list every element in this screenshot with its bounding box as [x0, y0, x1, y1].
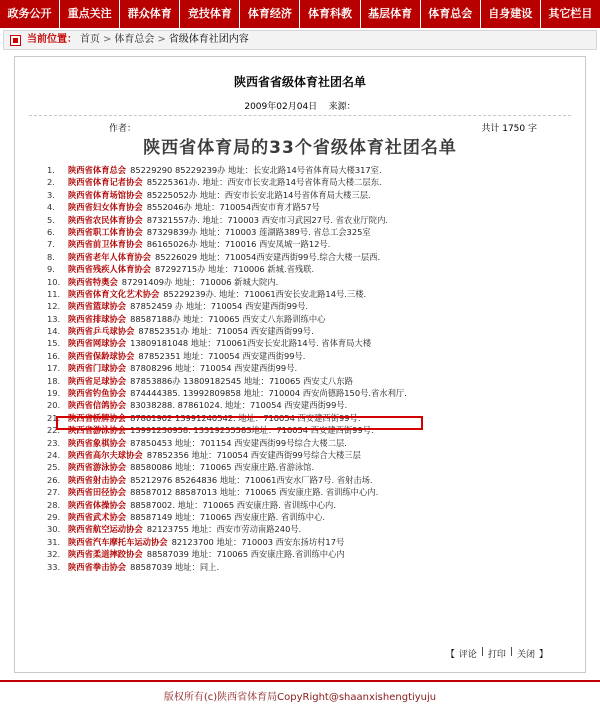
- list-item-number: 33.: [47, 561, 61, 572]
- association-info: 87321557办. 地址：710003 西安市习武园27号. 省农业厅院内.: [146, 214, 389, 225]
- association-info: 87808296 地址：710054 西安建西街99号.: [130, 363, 298, 374]
- list-item-number: 4.: [47, 202, 55, 213]
- list-item: [47, 288, 577, 300]
- list-item-number: 2.: [47, 177, 55, 188]
- list-item-number: 8.: [47, 251, 55, 262]
- list-item: [47, 499, 577, 511]
- print-link[interactable]: 打印: [487, 650, 506, 660]
- list-item: [47, 238, 577, 250]
- list-item: [47, 214, 577, 226]
- breadcrumb-location-label: 当前位置：: [27, 34, 77, 45]
- article-word-count: 共计 1750 字: [481, 124, 537, 134]
- list-item-number: 19.: [47, 388, 61, 399]
- association-info: 88580086 地址：710065 西安康庄路.省游泳馆.: [130, 462, 315, 473]
- list-item-number: 6.: [47, 226, 55, 237]
- breadcrumb-arrow: >: [103, 34, 112, 45]
- association-info: 87861902 13991240542. 地址：710054 西安建西街99号.: [130, 412, 361, 423]
- association-info: 88587188办 地址：710065 西安丈八东路训练中心: [130, 313, 326, 324]
- article-author-label: 作者：: [109, 124, 137, 134]
- article-title: 陕西省省级体育社团名单: [233, 75, 366, 89]
- location-icon: [10, 35, 21, 46]
- association-info: 88587002. 地址：710065 西安康庄路. 省训练中心内.: [130, 499, 336, 510]
- list-item: [47, 300, 577, 312]
- list-item-number: 20.: [47, 400, 61, 411]
- list-item: [47, 189, 577, 201]
- nav-item-zonghui[interactable]: 体育总会: [421, 0, 481, 28]
- association-name[interactable]: 陕西省体育场馆协会: [68, 189, 143, 200]
- list-item-number: 28.: [47, 499, 61, 510]
- association-name[interactable]: 陕西省排球协会: [68, 313, 127, 324]
- nav-item-jingjixue[interactable]: 体育经济: [240, 0, 300, 28]
- article-headline: 陕西省体育局的33个省级体育社团名单: [143, 138, 457, 158]
- association-info: 88587039 地址：710065 西安康庄路.省训练中心内: [146, 549, 345, 560]
- association-name[interactable]: 陕西省前卫体育协会: [68, 239, 143, 250]
- bracket-open: 【: [445, 650, 455, 660]
- association-name[interactable]: 陕西省职工体育协会: [68, 226, 143, 237]
- association-name[interactable]: 陕西省航空运动协会: [68, 524, 143, 535]
- breadcrumb-current: 省级体育社团内容: [168, 34, 249, 45]
- list-item-number: 13.: [47, 313, 61, 324]
- nav-item-zishen[interactable]: 自身建设: [481, 0, 541, 28]
- association-name[interactable]: 陕西省篮球协会: [68, 301, 127, 312]
- list-item-number: 16.: [47, 350, 61, 361]
- list-item-number: 22.: [47, 425, 61, 436]
- association-name[interactable]: 陕西省信鸽协会: [68, 400, 127, 411]
- association-info: 85226029 地址：710054西安建西街99号.综合大楼一层西.: [154, 251, 381, 262]
- association-info: 87852351 地址：710054 西安建西街99号.: [138, 350, 306, 361]
- list-item: [47, 276, 577, 288]
- association-name[interactable]: 陕西省老年人体育协会: [68, 251, 151, 262]
- association-info: 87329839办 地址：710003 莲湖路389号. 省总工会325室: [146, 226, 371, 237]
- list-item-number: 24.: [47, 449, 61, 460]
- association-name[interactable]: 陕西省柔道摔跤协会: [68, 549, 143, 560]
- action-divider: |: [509, 647, 513, 657]
- nav-item-jingji[interactable]: 竞技体育: [180, 0, 240, 28]
- association-info: 88587149 地址：710065 西安康庄路. 省训练中心.: [130, 511, 326, 522]
- association-name[interactable]: 陕西省特奥会: [68, 276, 118, 287]
- association-info: 88587012 88587013 地址：710065 西安康庄路. 省训练中心内.: [130, 487, 379, 498]
- list-item: [47, 536, 577, 548]
- list-item: [47, 350, 577, 362]
- list-item-number: 15.: [47, 338, 61, 349]
- list-item-number: 9.: [47, 264, 55, 275]
- association-name[interactable]: 陕西省网球协会: [68, 338, 127, 349]
- nav-item-qunzhong[interactable]: 群众体育: [120, 0, 180, 28]
- article-frame: [14, 56, 586, 673]
- association-name[interactable]: 陕西省足球协会: [68, 375, 127, 386]
- list-item: [47, 164, 577, 176]
- footer-divider: [0, 680, 600, 682]
- list-item-number: 7.: [47, 239, 55, 250]
- association-info: 85225361办. 地址：西安市长安北路14号省体育局大楼二层东.: [146, 177, 382, 188]
- list-item-number: 32.: [47, 549, 61, 560]
- nav-item-jiceng[interactable]: 基层体育: [361, 0, 421, 28]
- association-info: 13809181048 地址：710061西安长安北路14号. 省体育局大楼: [130, 338, 372, 349]
- list-item-number: 11.: [47, 288, 61, 299]
- list-item-number: 5.: [47, 214, 55, 225]
- association-info: 86165026办 地址：710016 西安凤城一路12号.: [146, 239, 331, 250]
- article-source-label: 来源：: [328, 102, 356, 112]
- association-name[interactable]: 陕西省田径协会: [68, 487, 127, 498]
- breadcrumb-section-link[interactable]: 体育总会: [114, 34, 155, 45]
- list-item: [47, 437, 577, 449]
- association-info: 8552046办 地址：710054西安市育才路57号: [146, 202, 320, 213]
- association-name[interactable]: 陕西省体育总会: [68, 165, 127, 175]
- association-name[interactable]: 陕西省游泳协会: [68, 425, 127, 436]
- association-name[interactable]: 陕西省钓鱼协会: [68, 388, 127, 399]
- breadcrumb-arrow: >: [157, 34, 166, 45]
- association-info: 87850453 地址：701154 西安建西街99号综合大楼二层.: [130, 437, 347, 448]
- association-name[interactable]: 陕西省高尔夫球协会: [68, 449, 143, 460]
- list-item-number: 12.: [47, 301, 61, 312]
- list-item: [47, 399, 577, 411]
- association-name[interactable]: 陕西省象棋协会: [68, 437, 127, 448]
- list-item: [47, 176, 577, 188]
- list-item: [47, 561, 577, 573]
- list-item: [47, 313, 577, 325]
- association-name[interactable]: 陕西省乒乓球协会: [68, 326, 135, 337]
- nav-item-zhongdian[interactable]: 重点关注: [60, 0, 120, 28]
- association-info: 87852459 办 地址：710054 西安建西街99号.: [130, 301, 309, 312]
- list-item-number: 21.: [47, 412, 61, 423]
- association-name[interactable]: 陕西省残疾人体育协会: [68, 264, 151, 275]
- list-item-number: 31.: [47, 536, 61, 547]
- list-item-number: 10.: [47, 276, 61, 287]
- association-name[interactable]: 陕西省桥牌协会: [68, 412, 127, 423]
- association-info: 85212976 85264836 地址：710061西安水厂路7号. 省射击场.: [130, 474, 373, 485]
- highlight-box: [56, 416, 423, 430]
- list-item: [47, 251, 577, 263]
- list-item-number: 27.: [47, 487, 61, 498]
- association-info: 874444385. 13992809858 地址：710004 西安尚德路150号.省水利厅.: [130, 388, 407, 399]
- article-actions: [446, 647, 548, 660]
- list-item: [47, 449, 577, 461]
- association-list: [47, 164, 577, 573]
- nav-item-zhengwu[interactable]: 政务公开: [0, 0, 60, 28]
- association-name[interactable]: 陕西省拳击协会: [68, 561, 127, 572]
- action-divider: |: [480, 647, 484, 657]
- association-name[interactable]: 陕西省射击协会: [68, 474, 127, 485]
- list-item-number: 29.: [47, 511, 61, 522]
- list-item-number: 18.: [47, 375, 61, 386]
- bracket-close: 】: [538, 650, 548, 660]
- list-item-number: 17.: [47, 363, 61, 374]
- article-date: 2009年02月04日: [244, 102, 318, 112]
- list-item: [47, 201, 577, 213]
- nav-item-kejiao[interactable]: 体育科教: [300, 0, 360, 28]
- list-item: [47, 474, 577, 486]
- association-name[interactable]: 陕西省农民体育协会: [68, 214, 143, 225]
- list-item: [47, 511, 577, 523]
- association-info: 83038288. 87861024. 地址：710054 西安建西街99号.: [130, 400, 348, 411]
- list-item: [47, 375, 577, 387]
- association-name[interactable]: 陕西省武术协会: [68, 511, 127, 522]
- list-item: [47, 362, 577, 374]
- list-item-number: 14.: [47, 326, 61, 337]
- association-name[interactable]: 陕西省妇女体育协会: [68, 202, 143, 213]
- association-info: 87291409办 地址：710006 新城大院内.: [121, 276, 279, 287]
- association-info: 85229290 85229239办 地址：长安北路14号省体育局大楼317室.: [130, 165, 382, 175]
- association-info: 85225052办 地址：西安市长安北路14号省体育局大楼三层.: [146, 189, 371, 200]
- association-info: 87292715办 地址：710006 新城.省残联.: [154, 264, 315, 275]
- list-item: [47, 226, 577, 238]
- association-info: 82123755 地址：西安市劳动南路240号.: [146, 524, 302, 535]
- association-name[interactable]: 陕西省体育记者协会: [68, 177, 143, 188]
- association-name[interactable]: 陕西省体操协会: [68, 499, 127, 510]
- article-meta: [15, 99, 585, 112]
- list-item-number: 1.: [47, 165, 55, 175]
- association-info: 82123700 地址：710003 西安东扬坊村17号: [171, 536, 345, 547]
- list-item-number: 3.: [47, 189, 55, 200]
- association-info: 85229239办. 地址：710061西安长安北路14号.三楼.: [163, 288, 367, 299]
- list-item-number: 26.: [47, 474, 61, 485]
- list-item: [47, 263, 577, 275]
- association-name[interactable]: 陕西省汽车摩托车运动协会: [68, 536, 168, 547]
- association-info: 87852356 地址：710054 西安建西街99号综合大楼三层: [146, 449, 361, 460]
- nav-item-qita[interactable]: 其它栏目: [548, 7, 593, 20]
- association-name[interactable]: 陕西省门球协会: [68, 363, 127, 374]
- association-info: 13991236958. 13319255583地址：710054 西安建西街99号.: [130, 425, 374, 436]
- list-item: [47, 387, 577, 399]
- list-item: [47, 461, 577, 473]
- breadcrumb-home-link[interactable]: 首页: [80, 34, 100, 45]
- association-name[interactable]: 陕西省游泳协会: [68, 462, 127, 473]
- association-info: 87853886办 13809182545 地址：710065 西安丈八东路: [130, 375, 353, 386]
- association-name[interactable]: 陕西省体育文化艺术协会: [68, 288, 160, 299]
- association-info: 87852351办 地址：710054 西安建西街99号.: [138, 326, 314, 337]
- list-item: [47, 337, 577, 349]
- footer-copyright: 版权所有(c)陕西省体育局CopyRight@shaanxishengtiyuju: [163, 692, 437, 703]
- list-item: [47, 523, 577, 535]
- close-link[interactable]: 关闭: [516, 650, 535, 660]
- list-item: [47, 325, 577, 337]
- list-item-number: 25.: [47, 462, 61, 473]
- list-item: [47, 548, 577, 560]
- list-item-number: 23.: [47, 437, 61, 448]
- list-item: [47, 486, 577, 498]
- divider: [29, 115, 571, 116]
- association-info: 88587039 地址：同上.: [130, 561, 220, 572]
- breadcrumb: [3, 30, 597, 50]
- comment-link[interactable]: 评论: [458, 650, 477, 660]
- top-nav: [0, 0, 600, 28]
- list-item-number: 30.: [47, 524, 61, 535]
- association-name[interactable]: 陕西省保龄球协会: [68, 350, 135, 361]
